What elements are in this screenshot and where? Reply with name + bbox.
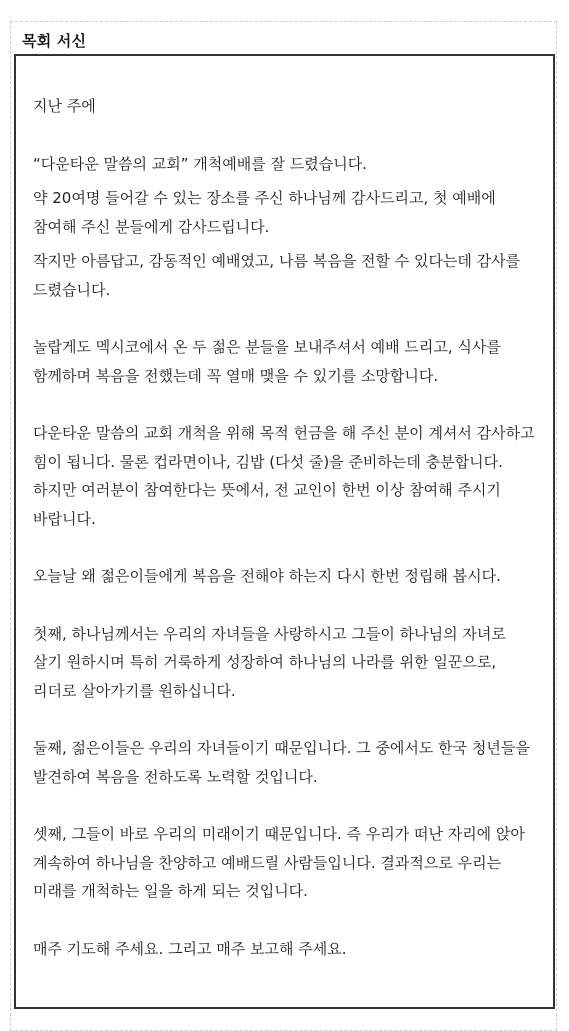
- letter-paragraph: 오늘날 왜 젊은이들에게 복음을 전해야 하는지 다시 한번 정립해 봅시다.: [33, 567, 501, 585]
- section-title: 목회 서신: [22, 32, 87, 50]
- letter-paragraph: “다운타운 말씀의 교회” 개척예배를 잘 드렸습니다.: [33, 154, 367, 173]
- letter-closing: 매주 기도해 주세요. 그리고 매주 보고해 주세요.: [33, 939, 347, 958]
- letter-paragraph: 약 20여명 들어갈 수 있는 장소를 주신 하나님께 감사드리고, 첫 예배에 참여해 주신 분들에게 감사드립니다.: [33, 189, 496, 236]
- letter-paragraph: 놀랍게도 멕시코에서 온 두 젊은 분들을 보내주셔서 예배 드리고, 식사를 함께하며 복음을 전했는데 꼭 열매 맺을 수 있기를 소망합니다.: [33, 338, 501, 385]
- letter-paragraph: 작지만 아름답고, 감동적인 예배였고, 나름 복음을 전할 수 있다는데 감사를 드렸습니다.: [33, 252, 521, 299]
- letter-paragraph: 다운타운 말씀의 교회 개척을 위해 목적 헌금을 해 주신 분이 계셔서 감사하고 힘이 됩니다. 물론 컵라면이나, 김밥 (다섯 줄)을 준비하는데 충분합니다. 하지만 여러분이 참여한다는 뜻에서, 전 교인이 한번 이상 참여해 주시기 바랍니다.: [33, 424, 535, 528]
- letter-paragraph: 둘째, 젊은이들은 우리의 자녀들이기 때문입니다. 그 중에서도 한국 청년들을 발견하여 복음을 전하도록 노력할 것입니다.: [33, 739, 530, 786]
- letter-paragraph: 첫째, 하나님께서는 우리의 자녀들을 사랑하시고 그들이 하나님의 자녀로 살기 원하시며 특히 거룩하게 성장하여 하나님의 나라를 위한 일꾼으로, 리더로 살아가기를 원하십니다.: [33, 624, 506, 700]
- letter-greeting: 지난 주에: [33, 97, 96, 115]
- pastoral-letter-box: [14, 54, 555, 1009]
- letter-paragraph: 셋째, 그들이 바로 우리의 미래이기 때문입니다. 즉 우리가 떠난 자리에 앉아 계속하여 하나님을 찬양하고 예배드릴 사람들입니다. 결과적으로 우리는 미래를 개척하는 일을 하게 되는 것입니다.: [33, 825, 525, 900]
